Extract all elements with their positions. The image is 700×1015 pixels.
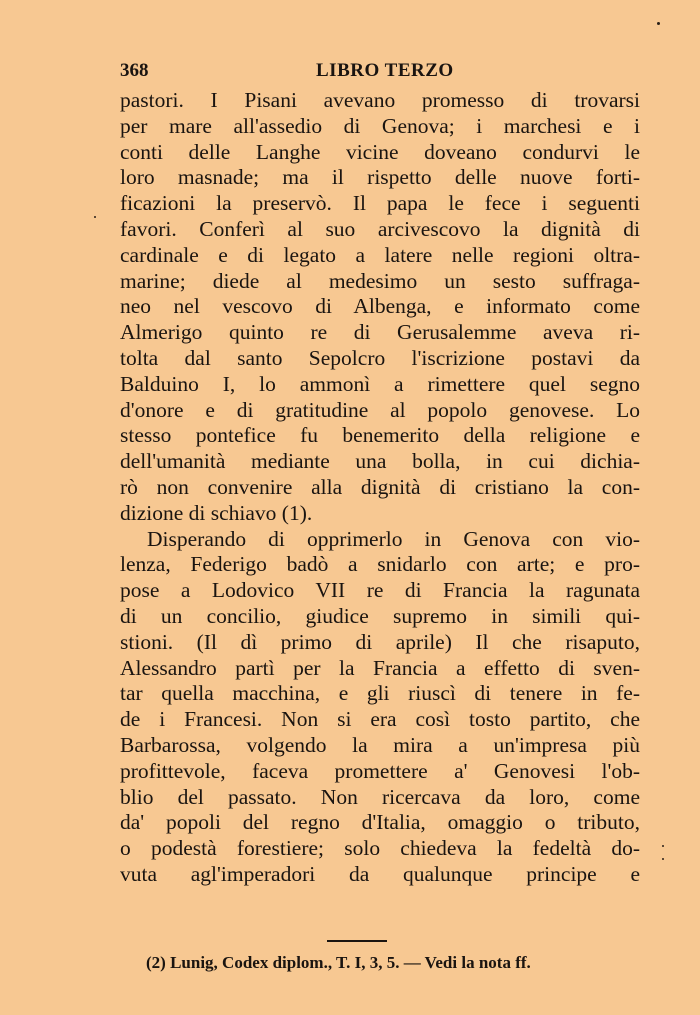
footnote-divider [327,940,387,942]
text-line: cardinale e di legato a latere nelle regioni oltra- [120,242,640,267]
speck-mark [662,845,664,847]
text-line: da' popoli del regno d'Italia, omaggio o tributo, [120,810,640,835]
text-line: di un concilio, giudice supremo in simili qui- [120,603,640,628]
text-line: favori. Conferì al suo arcivescovo la dignità di [120,216,640,241]
text-line: Barbarossa, volgendo la mira a un'impresa più [120,732,640,757]
page-header [120,60,640,90]
text-line: lenza, Federigo badò a snidarlo con arte; e pro- [120,552,640,577]
text-line: de i Francesi. Non si era così tosto partito, che [120,707,640,732]
text-line: blio del passato. Non ricercava da loro, come [120,784,640,809]
running-head: LIBRO TERZO [316,60,454,81]
paragraph-1 [120,88,640,527]
speck-mark [657,22,660,25]
speck-mark [662,858,664,860]
text-line: tolta dal santo Sepolcro l'iscrizione postavi da [120,345,640,370]
body-text [120,88,640,888]
footnote: (2) Lunig, Codex diplom., T. I, 3, 5. — Vedi la nota ff. [146,953,531,972]
text-line: ficazioni la preservò. Il papa le fece i seguenti [120,191,640,216]
text-line: pose a Lodovico VII re di Francia la ragunata [120,578,640,603]
text-line: neo nel vescovo di Albenga, e informato come [120,294,640,319]
text-line: Almerigo quinto re di Gerusalemme aveva ri- [120,320,640,345]
text-line: marine; diede al medesimo un sesto suffraga- [120,268,640,293]
text-line: dizione di schiavo (1). [120,500,313,525]
text-line: per mare all'assedio di Genova; i marchesi e i [120,113,640,138]
text-line: tar quella macchina, e gli riuscì di tenere in fe- [120,681,640,706]
text-line: o podestà forestiere; solo chiedeva la fedeltà do- [120,836,640,861]
text-line: d'onore e di gratitudine al popolo genovese. Lo [120,397,640,422]
speck-mark [94,216,96,218]
text-line: Alessandro partì per la Francia a effetto di sven- [120,655,640,680]
page-number: 368 [120,60,149,81]
text-line: loro masnade; ma il rispetto delle nuove forti- [120,165,640,190]
paragraph-2 [120,527,640,888]
text-line: profittevole, faceva promettere a' Genovesi l'ob- [120,758,640,783]
text-line: Balduino I, lo ammonì a rimettere quel segno [120,371,640,396]
text-line: rò non convenire alla dignità di cristiano la con- [120,474,640,499]
text-line: Disperando di opprimerlo in Genova con vio- [147,526,640,551]
text-line: stioni. (Il dì primo di aprile) Il che risaputo, [120,629,640,654]
text-line: dell'umanità mediante una bolla, in cui dichia- [120,449,640,474]
text-line: pastori. I Pisani avevano promesso di trovarsi [120,88,640,112]
text-line: conti delle Langhe vicine doveano condurvi le [120,139,640,164]
text-line: vuta agl'imperadori da qualunque principe e [120,861,640,886]
text-line: stesso pontefice fu benemerito della religione e [120,423,640,448]
